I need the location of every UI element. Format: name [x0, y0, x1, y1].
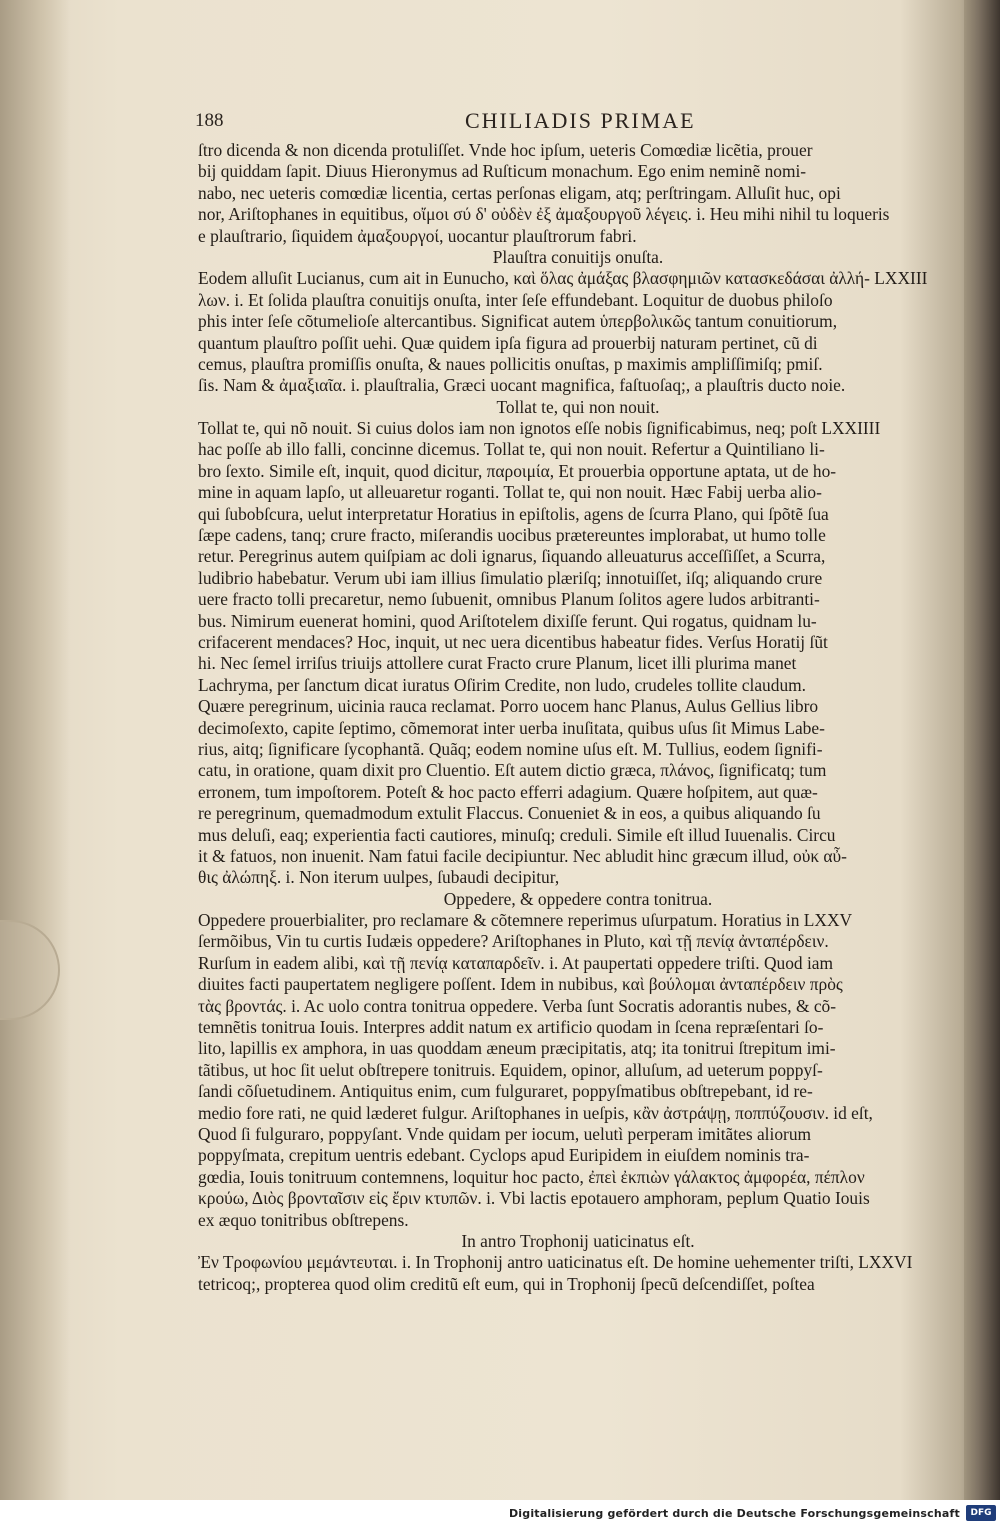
- text-line: Rurſum in eadem alibi, καὶ τῇ πενίᾳ καταπαρδεῖν. i. At paupertati oppedere triſti. Quod iam: [198, 952, 834, 973]
- adage-heading: Oppedere, & oppedere contra tonitrua.: [443, 888, 713, 909]
- running-title: CHILIADIS PRIMAE: [465, 108, 696, 133]
- text-line: Tollat te, qui nõ nouit. Si cuius dolos iam non ignotos eſſe nobis ſignificabimus, neq; poſt LXXIIII: [198, 418, 881, 439]
- text-line: nabo, nec ueteris comœdiæ licentia, certas perſonas eligam, atq; perſtringam. Alluſit huc, opi: [198, 182, 841, 203]
- text-line: ſtro dicenda & non dicenda protuliſſet. Vnde hoc ipſum, ueteris Comœdiæ licẽtia, prouer: [198, 140, 813, 160]
- text-line: medio fore rati, ne quid læderet fulgur. Ariſtophanes in ueſpis, κἂν ἀστράψῃ, ποππύζουσιν. id eſt,: [198, 1102, 873, 1123]
- text-line: uere fracto tolli precaretur, nemo ſubuenit, omnibus Planum ſolitos agere ludos arbitranti-: [198, 589, 820, 610]
- digitization-footer: [0, 1500, 1000, 1527]
- text-line: lito, lapillis ex amphora, in uas quoddam æneum præcipitatis, atq; ita tonitrui ſtrepitum imi-: [198, 1038, 836, 1059]
- text-line: re peregrinum, quemadmodum extulit Flaccus. Conueniet & in eos, a quibus aliquando ſu: [198, 803, 821, 824]
- text-line: rius, aitq; ſignificare ſycophantã. Quãq; eodem nomine uſus eſt. M. Tullius, eodem ſignifi-: [198, 738, 823, 759]
- text-line: hi. Nec ſemel irriſus triuijs attollere curat Fracto crure Planum, licet illi plurima manet: [198, 653, 797, 674]
- text-line: retur. Peregrinus autem quiſpiam ac doli ignarus, ſiquando alleuaturus acceſſiſſet, a Scurra,: [198, 546, 826, 567]
- text-line: bro ſexto. Simile eſt, inquit, quod dicitur, παροιμία, Et prouerbia opportune aptata, ut de ho-: [198, 460, 837, 481]
- text-line: τὰς βροντάς. i. Ac uolo contra tonitrua oppedere. Verba ſunt Socratis adorantis nubes, & cõ-: [198, 995, 837, 1016]
- text-line: temnẽtis tonitrua Iouis. Interpres addit natum ex artificio quodam in ſcena repræſentari ſo-: [198, 1017, 824, 1038]
- text-line: bus. Nimirum euenerat homini, quod Ariſtotelem dixiſſe ferunt. Qui rogatus, quidnam lu-: [198, 610, 817, 631]
- text-line: crifacerent mendaces? Hoc, inquit, ut nec uera dicentibus habeatur fides. Verſus Horatij ſũt: [198, 631, 828, 652]
- text-line: ex æquo tonitribus obſtrepens.: [198, 1209, 409, 1230]
- text-line: Lachryma, per ſanctum dicat iuratus Oſirim Credite, non ludo, crudeles tollite claudum.: [198, 674, 807, 695]
- text-line: tetricoq;, propterea quod olim creditũ eſt eum, qui in Trophonij ſpecũ deſcendiſſet, poſtea: [198, 1273, 815, 1294]
- text-line: quantum plauſtro poſſit uehi. Quæ quidem ipſa figura ad prouerbij naturam pertinet, cũ di: [198, 332, 818, 353]
- text-line: ludibrio habebatur. Verum ubi iam illius ſimulatio plæriſq; innotuiſſet, iſq; aliquando crure: [198, 567, 823, 588]
- text-line: ſis. Nam & ἀμαξιαῖα. i. plauſtralia, Græci uocant magnifica, faſtuoſaq;, a plauſtris ducto noie.: [198, 375, 846, 396]
- page-number: 188: [195, 110, 224, 131]
- text-line: poppyſmata, crepitum uentris edebant. Cyclops apud Euripidem in eiuſdem nominis tra-: [198, 1145, 810, 1166]
- text-line: hac poſſe ab illo falli, concinne dicemus. Tollat te, qui non nouit. Refertur a Quintiliano li-: [198, 439, 825, 460]
- text-line: decimoſexto, capite ſeptimo, cõmemorat inter uerba inuſitata, quibus uſus ſit Mimus Labe-: [198, 717, 825, 738]
- text-line: qui ſubobſcura, uelut interpretatur Horatius in epiſtolis, agens de ſcurra Plano, qui ſpõtẽ ſua: [198, 503, 829, 524]
- text-line: mine in aquam lapſo, ut alleuaretur roganti. Tollat te, qui non nouit. Hæc Fabij uerba alio-: [198, 482, 822, 503]
- adage-heading: Plauſtra conuitijs onuſta.: [492, 246, 664, 267]
- text-line: diuites facti paupertatem negligere poſſent. Idem in nubibus, καὶ βούλομαι ἀνταπέρδειν πρὸς: [198, 974, 843, 995]
- text-line: ſandi cõſuetudinem. Antiquitus enim, cum fulguraret, poppyſmatibus obſtrepebant, id re-: [198, 1081, 813, 1102]
- text-line: erronem, tum impoſtorem. Poteſt & hoc pacto efferri adagium. Quære hoſpitem, aut quæ-: [198, 781, 818, 802]
- text-line: Quod ſi fulguraro, poppyſant. Vnde quidam per iocum, uelutì perperam imitãtes aliorum: [198, 1123, 812, 1144]
- text-line: Ἐν Τροφωνίου μεμάντευται. i. In Trophonij antro uaticinatus eſt. De homine uehementer triſti, LXXVI: [198, 1252, 913, 1273]
- text-line: gœdia, Iouis tonitruum contemnens, loquitur hoc pacto, ἐπεὶ ἐκπιὼν γάλακτος ἀμφορέα, πέπλον: [198, 1166, 865, 1187]
- adage-heading: Tollat te, qui non nouit.: [496, 396, 660, 417]
- text-line: mus deluſi, eaq; experientia facti cautiores, minuſq; creduli. Simile eſt illud Iuuenalis. Circu: [198, 824, 836, 845]
- funding-note: Digitalisierung gefördert durch die Deutsche Forschungsgemeinschaft: [508, 1507, 960, 1520]
- text-line: catu, in oratione, quam dixit pro Cluentio. Eſt autem dictio græca, πλάνος, ſignificatq; tum: [198, 760, 827, 781]
- text-line: ſæpe cadens, tanq; crure fracto, miſerandis uocibus prætereuntes implorabat, ut humo tolle: [198, 525, 826, 546]
- page-header: [195, 108, 935, 138]
- dfg-logo: DFG: [966, 1505, 996, 1521]
- page-edge: [964, 0, 1000, 1500]
- text-line: Eodem alluſit Lucianus, cum ait in Eunucho, καὶ ὅλας ἀμάξας βλασφημιῶν κατασκεδάσαι ἀλλή- LXXIII: [198, 268, 928, 289]
- text-line: κρούω, Διὸς βρονταῖσιν εἰς ἔριν κτυπῶν. i. Vbi lactis epotauero amphoram, peplum Quatio Iouis: [198, 1188, 870, 1209]
- text-line: e plauſtrario, ſiquidem ἀμαξουργοί, uocantur plauſtrorum fabri.: [198, 225, 637, 246]
- text-line: cemus, plauſtra promiſſis onuſta, & naues pollicitis onuſtas, p maximis ampliſſimiſq; pmiſ.: [198, 353, 823, 374]
- text-line: tãtibus, ut hoc ſit uelut obſtrepere tonitruis. Equidem, opinor, alluſum, ad ueterum poppyſ-: [198, 1059, 823, 1080]
- adage-heading: In antro Trophonij uaticinatus eſt.: [461, 1230, 695, 1251]
- text-line: it & fatuos, non inuenit. Nam fatui facile decipiuntur. Nec abludit hinc græcum illud, οὐκ αὖ-: [198, 845, 847, 866]
- text-line: θις ἀλώπηξ. i. Non iterum uulpes, ſubaudi decipitur,: [198, 867, 560, 888]
- text-line: phis inter ſeſe cõtumelioſe altercantibus. Significat autem ὑπερβολικῶς tantum conuitiorum,: [198, 311, 838, 332]
- text-line: λων. i. Et ſolida plauſtra conuitijs onuſta, inter ſeſe effundebant. Loquitur de duobus philoſo: [198, 289, 833, 310]
- text-line: bij quiddam ſapit. Diuus Hieronymus ad Ruſticum monachum. Ego enim neminẽ nomi-: [198, 161, 807, 182]
- text-line: nor, Ariſtophanes in equitibus, οἴμοι σύ δ' οὐδὲν ἐξ ἀμαξουργοῦ λέγεις. i. Heu mihi nihil tu loqueris: [198, 204, 890, 225]
- body-text: [198, 140, 938, 1295]
- book-gutter: [0, 0, 70, 1500]
- text-line: Quære peregrinum, uicinia rauca reclamat. Porro uocem hanc Planus, Aulus Gellius libro: [198, 696, 819, 717]
- text-line: ſermõibus, Vin tu curtis Iudæis oppedere? Ariſtophanes in Pluto, καὶ τῇ πενίᾳ ἀνταπέρδειν.: [198, 931, 829, 952]
- text-line: Oppedere prouerbialiter, pro reclamare & cõtemnere reperimus uſurpatum. Horatius in LXXV: [198, 910, 853, 931]
